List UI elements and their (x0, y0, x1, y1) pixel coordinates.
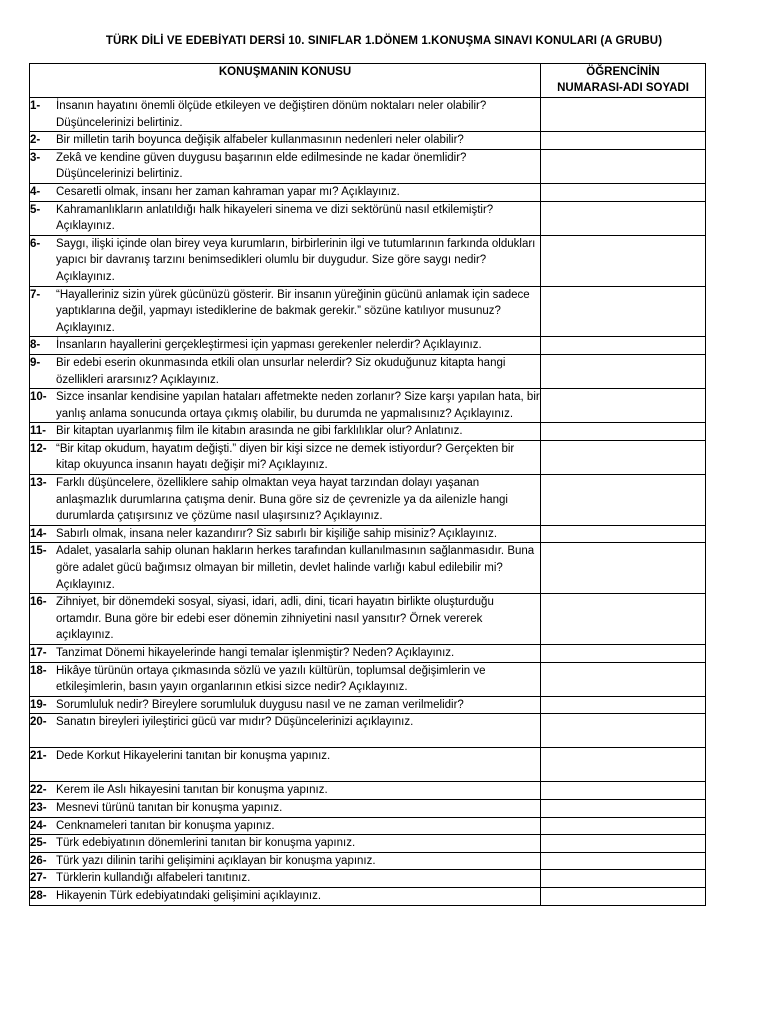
table-row (30, 543, 706, 594)
question-item (30, 441, 540, 474)
question-text: Dede Korkut Hikayelerini tanıtan bir konuşma yapınız. (56, 750, 331, 763)
student-name-cell (541, 714, 706, 748)
question-text: Sanatın bireyleri iyileştirici gücü var mıdır? Düşüncelerinizi açıklayınız. (56, 716, 414, 729)
student-header-line-2: NUMARASI-ADI SOYADI (557, 82, 689, 94)
question-item (30, 782, 540, 799)
question-cell (30, 337, 541, 355)
question-cell (30, 389, 541, 423)
question-text: İnsanların hayallerini gerçekleştirmesi için yapması gerekenler nelerdir? Açıklayınız. (56, 339, 482, 352)
student-name-cell (541, 132, 706, 150)
question-cell (30, 594, 541, 645)
student-name-cell (541, 183, 706, 201)
table-row (30, 201, 706, 235)
question-item (30, 202, 540, 235)
question-number: 15- (30, 545, 47, 558)
question-item (30, 888, 540, 905)
question-item (30, 337, 540, 354)
question-number: 9- (30, 356, 41, 369)
table-row (30, 475, 706, 526)
question-cell (30, 132, 541, 150)
question-text: Bir milletin tarih boyunca değişik alfabeler kullanmasının nedenleri neler olabilir? (56, 134, 464, 147)
student-name-cell (541, 852, 706, 870)
question-text: Mesnevi türünü tanıtan bir konuşma yapınız. (56, 801, 283, 814)
question-text: Sizce insanlar kendisine yapılan hataları affetmekte neden zorlanır? Size karşı yapılan hata, bir yanlış anlama sonucunda ortaya çıkmış olabilir, bu durumda ne yapmalısınız? Açıklayınız. (56, 391, 540, 420)
student-name-cell (541, 817, 706, 835)
table-row (30, 645, 706, 663)
table-row (30, 389, 706, 423)
student-name-cell (541, 389, 706, 423)
table-row (30, 440, 706, 474)
question-cell (30, 475, 541, 526)
table-header-row (30, 64, 706, 98)
question-number: 28- (30, 889, 47, 902)
question-text: Saygı, ilişki içinde olan birey veya kurumların, birbirlerinin ilgi ve tutumlarının farkında oldukları yapıcı bir davranış tarzını benimsedikleri olumlu bir duygudur. Size göre saygı nedir? Açıklayınız. (56, 237, 536, 283)
question-text: Zekâ ve kendine güven duygusu başarının elde edilmesinde ne kadar önemlidir? Düşüncelerinizi belirtiniz. (56, 151, 467, 181)
student-name-cell (541, 286, 706, 337)
table-row (30, 696, 706, 714)
question-item (30, 594, 540, 644)
question-cell (30, 748, 541, 782)
question-text: Türklerin kullandığı alfabeleri tanıtınız. (56, 872, 251, 885)
table-row (30, 286, 706, 337)
table-row (30, 525, 706, 543)
question-number: 17- (30, 647, 47, 659)
question-number: 22- (30, 784, 47, 797)
question-cell (30, 235, 541, 286)
question-item (30, 236, 540, 286)
question-text: Sabırlı olmak, insana neler kazandırır? Siz sabırlı bir kişiliğe sahip misiniz? Açıklayınız. (56, 527, 498, 540)
student-name-cell (541, 149, 706, 183)
page-title: TÜRK DİLİ VE EDEBİYATI DERSİ 10. SINIFLAR 1.DÖNEM 1.KONUŞMA SINAVI KONULARI (A GRUBU) (105, 35, 663, 47)
question-number: 1- (30, 100, 41, 112)
question-cell (30, 423, 541, 441)
question-number: 14- (30, 527, 47, 540)
question-item (30, 697, 540, 714)
question-number: 8- (30, 339, 41, 352)
question-cell (30, 852, 541, 870)
question-text: Cesaretli olmak, insanı her zaman kahraman yapar mı? Açıklayınız. (56, 185, 400, 198)
question-number: 23- (30, 801, 47, 814)
student-name-cell (541, 782, 706, 800)
table-row (30, 870, 706, 888)
topic-column-header: KONUŞMANIN KONUSU (30, 64, 541, 98)
question-cell (30, 543, 541, 594)
question-item (30, 800, 540, 817)
question-number: 13- (30, 477, 47, 490)
question-cell (30, 782, 541, 800)
question-cell (30, 696, 541, 714)
question-cell (30, 183, 541, 201)
table-row (30, 817, 706, 835)
question-text: Kerem ile Aslı hikayesini tanıtan bir konuşma yapınız. (56, 784, 328, 797)
student-name-cell (541, 235, 706, 286)
table-row (30, 835, 706, 853)
table-row (30, 423, 706, 441)
question-text: Tanzimat Dönemi hikayelerinde hangi temalar işlenmiştir? Neden? Açıklayınız. (56, 647, 455, 659)
student-name-cell (541, 887, 706, 905)
table-row (30, 714, 706, 748)
student-name-cell (541, 525, 706, 543)
student-name-cell (541, 475, 706, 526)
table-row (30, 887, 706, 905)
question-text: Cenknameleri tanıtan bir konuşma yapınız. (56, 819, 275, 832)
student-name-cell (541, 835, 706, 853)
question-text: Farklı düşüncelere, özelliklere sahip olmaktan veya hayat tarzından dolayı yaşanan anlaşmazlık durumlarına çatışma denir. Buna göre siz de çevrenizle ya da ailenizle hangi durumlarda çatışırsınız ve çözüme nasıl ulaşırsınız? Açıklayınız. (56, 477, 508, 523)
question-number: 26- (30, 854, 47, 867)
question-number: 6- (30, 237, 41, 250)
question-text: Hikayenin Türk edebiyatındaki gelişimini açıklayınız. (56, 889, 322, 902)
table-row (30, 98, 706, 132)
table-row (30, 799, 706, 817)
question-cell (30, 440, 541, 474)
student-name-cell (541, 799, 706, 817)
question-item (30, 714, 540, 731)
question-cell (30, 662, 541, 696)
question-item (30, 835, 540, 852)
question-text: Hikâye türünün ortaya çıkmasında sözlü ve yazılı kültürün, toplumsal değişimlerin ve etkileşimlerin, basın yayın organlarının etkisi sizce nedir? Açıklayınız. (56, 664, 486, 694)
table-body (30, 98, 706, 906)
student-name-cell (541, 870, 706, 888)
question-item (30, 748, 540, 765)
table-row (30, 782, 706, 800)
question-cell (30, 817, 541, 835)
question-item (30, 287, 540, 337)
question-number: 24- (30, 819, 47, 832)
question-number: 2- (30, 134, 41, 147)
question-number: 20- (30, 716, 47, 729)
student-name-cell (541, 440, 706, 474)
table-row (30, 337, 706, 355)
question-text: Adalet, yasalarla sahip olunan hakların herkes tarafından kullanılmasının sağlanmasıdır. Buna göre adalet gücü bağımsız olmayan bir milletin, devlet halinde varlığı kabul edilebilir mi? Açıklayınız. (56, 545, 535, 591)
question-cell (30, 525, 541, 543)
student-name-cell (541, 662, 706, 696)
table-row (30, 354, 706, 388)
question-number: 27- (30, 872, 47, 885)
question-item (30, 870, 540, 887)
question-cell (30, 835, 541, 853)
question-cell (30, 149, 541, 183)
table-row (30, 852, 706, 870)
student-name-cell (541, 337, 706, 355)
table-row (30, 183, 706, 201)
question-number: 10- (30, 391, 47, 404)
student-header-line-1: ÖĞRENCİNİN (586, 66, 660, 78)
student-name-cell (541, 594, 706, 645)
question-number: 16- (30, 596, 47, 609)
question-number: 11- (30, 425, 46, 438)
question-item (30, 818, 540, 835)
question-cell (30, 645, 541, 663)
question-number: 3- (30, 151, 41, 164)
question-item (30, 150, 540, 183)
question-text: Zihniyet, bir dönemdeki sosyal, siyasi, idari, adli, dini, ticari hayatın birlikte oluşturduğu ortamdır. Buna göre bir edebi eser dönemin zihniyetini nasıl yansıtır? Örnek vererek açıklayınız. (56, 596, 494, 642)
table-row (30, 235, 706, 286)
question-text: İnsanın hayatını önemli ölçüde etkileyen ve değiştiren dönüm noktaları neler olabilir? Düşüncelerinizi belirtiniz. (56, 100, 487, 129)
question-number: 19- (30, 698, 47, 711)
student-name-cell (541, 354, 706, 388)
question-text: Bir edebi eserin okunmasında etkili olan unsurlar nelerdir? Siz okuduğunuz kitapta hangi özellikleri ararsınız? Açıklayınız. (56, 356, 506, 386)
question-item (30, 389, 540, 422)
question-text: Türk edebiyatının dönemlerini tanıtan bir konuşma yapınız. (56, 837, 356, 850)
question-item (30, 98, 540, 131)
question-number: 18- (30, 664, 47, 677)
question-cell (30, 286, 541, 337)
table-row (30, 594, 706, 645)
student-name-cell (541, 645, 706, 663)
table-row (30, 149, 706, 183)
question-item (30, 663, 540, 696)
question-item (30, 184, 540, 201)
question-text: Kahramanlıkların anlatıldığı halk hikayeleri sinema ve dizi sektörünü nasıl etkilemiştir? Açıklayınız. (56, 203, 494, 233)
question-text: Bir kitaptan uyarlanmış film ile kitabın arasında ne gibi farklılıklar olur? Anlatınız. (56, 425, 463, 438)
question-cell (30, 201, 541, 235)
question-item (30, 853, 540, 870)
question-cell (30, 354, 541, 388)
question-number: 4- (30, 185, 41, 198)
question-number: 7- (30, 288, 41, 301)
question-item (30, 526, 540, 543)
question-text: “Bir kitap okudum, hayatım değişti.” diyen bir kişi sizce ne demek istiyordur? Gerçekten bir kitap okuyunca insanın hayatı değişir mi? Açıklayınız. (56, 442, 515, 472)
question-number: 21- (30, 750, 47, 763)
student-name-cell (541, 423, 706, 441)
question-item (30, 645, 540, 662)
student-name-cell (541, 98, 706, 132)
question-cell (30, 799, 541, 817)
speaking-topics-table (29, 63, 706, 906)
question-cell (30, 714, 541, 748)
student-name-cell (541, 748, 706, 782)
table-row (30, 748, 706, 782)
question-number: 12- (30, 442, 47, 455)
question-item (30, 543, 540, 593)
student-name-cell (541, 201, 706, 235)
question-text: Türk yazı dilinin tarihi gelişimini açıklayan bir konuşma yapınız. (56, 854, 376, 867)
question-text: Sorumluluk nedir? Bireylere sorumluluk duygusu nasıl ve ne zaman verilmelidir? (56, 698, 464, 711)
question-cell (30, 870, 541, 888)
question-item (30, 423, 540, 440)
question-cell (30, 98, 541, 132)
question-number: 25- (30, 837, 47, 850)
table-row (30, 662, 706, 696)
question-number: 5- (30, 203, 41, 216)
student-name-cell (541, 543, 706, 594)
student-name-cell (541, 696, 706, 714)
question-text: “Hayalleriniz sizin yürek gücünüzü gösterir. Bir insanın yüreğinin gücünü anlamak için sadece yaptıklarına değil, yapmayı istediklerine de bakmak gerekir.” sözüne katılıyor musunuz? Açıklayınız. (56, 288, 530, 334)
table-row (30, 132, 706, 150)
student-column-header (541, 64, 706, 98)
question-cell (30, 887, 541, 905)
question-item (30, 475, 540, 525)
question-item (30, 355, 540, 388)
question-item (30, 132, 540, 149)
